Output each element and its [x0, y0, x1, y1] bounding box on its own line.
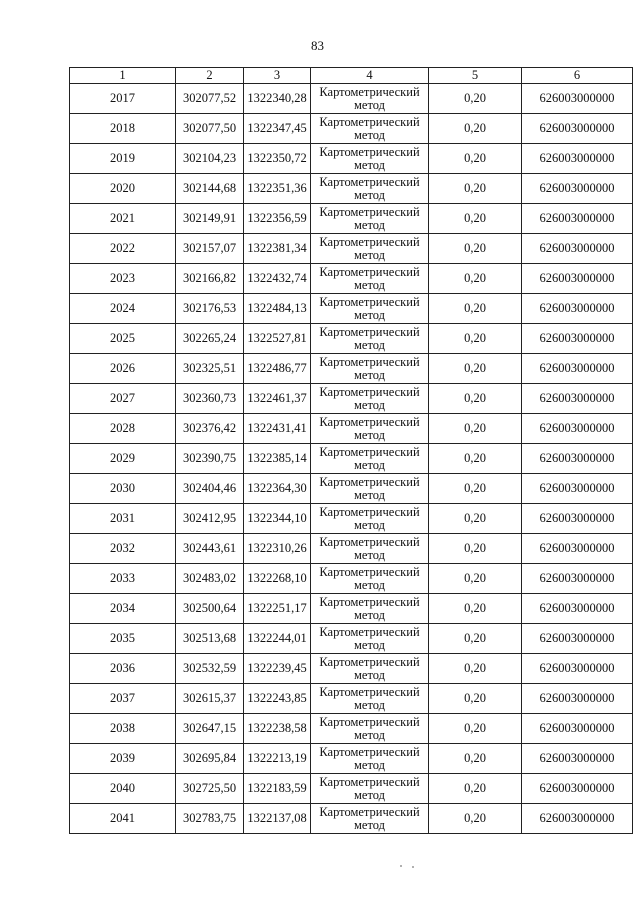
- method-line-1: Картометрический: [319, 684, 420, 699]
- method-line-1: Картометрический: [319, 84, 420, 99]
- method-line-2: метод: [353, 397, 385, 412]
- y-coordinate-cell: 1322364,30: [244, 474, 311, 504]
- x-coordinate-cell: 302149,91: [176, 204, 244, 234]
- method-cell: [311, 564, 429, 594]
- method-cell: [311, 774, 429, 804]
- method-line-2: метод: [353, 337, 385, 352]
- x-coordinate-cell: 302157,07: [176, 234, 244, 264]
- method-line-2: метод: [353, 727, 385, 742]
- x-coordinate-cell: 302412,95: [176, 504, 244, 534]
- method-line-2: метод: [353, 517, 385, 532]
- table-row: [70, 474, 633, 504]
- x-coordinate-cell: 302360,73: [176, 384, 244, 414]
- method-line-2: метод: [353, 217, 385, 232]
- method-line-2: метод: [353, 187, 385, 202]
- point-number-cell: 2020: [70, 174, 176, 204]
- x-coordinate-cell: 302647,15: [176, 714, 244, 744]
- table-row: [70, 534, 633, 564]
- table-row: [70, 204, 633, 234]
- point-number-cell: 2041: [70, 804, 176, 834]
- method-line-1: Картометрический: [319, 144, 420, 159]
- method-cell: [311, 264, 429, 294]
- table-row: [70, 114, 633, 144]
- method-cell: [311, 84, 429, 114]
- table-row: [70, 744, 633, 774]
- method-cell: [311, 354, 429, 384]
- method-line-2: метод: [353, 367, 385, 382]
- x-coordinate-cell: 302376,42: [176, 414, 244, 444]
- precision-cell: 0,20: [429, 174, 522, 204]
- y-coordinate-cell: 1322213,19: [244, 744, 311, 774]
- x-coordinate-cell: 302500,64: [176, 594, 244, 624]
- code-cell: 626003000000: [522, 264, 633, 294]
- y-coordinate-cell: 1322527,81: [244, 324, 311, 354]
- code-cell: 626003000000: [522, 294, 633, 324]
- y-coordinate-cell: 1322461,37: [244, 384, 311, 414]
- method-line-1: Картометрический: [319, 504, 420, 519]
- precision-cell: 0,20: [429, 384, 522, 414]
- precision-cell: 0,20: [429, 354, 522, 384]
- method-line-2: метод: [353, 427, 385, 442]
- y-coordinate-cell: 1322183,59: [244, 774, 311, 804]
- method-line-1: Картометрический: [319, 354, 420, 369]
- precision-cell: 0,20: [429, 144, 522, 174]
- code-cell: 626003000000: [522, 534, 633, 564]
- table-row: [70, 84, 633, 114]
- method-line-1: Картометрический: [319, 174, 420, 189]
- method-line-2: метод: [353, 757, 385, 772]
- point-number-cell: 2030: [70, 474, 176, 504]
- x-coordinate-cell: 302532,59: [176, 654, 244, 684]
- precision-cell: 0,20: [429, 534, 522, 564]
- precision-cell: 0,20: [429, 414, 522, 444]
- x-coordinate-cell: 302404,46: [176, 474, 244, 504]
- method-line-2: метод: [353, 667, 385, 682]
- method-cell: [311, 204, 429, 234]
- code-cell: 626003000000: [522, 234, 633, 264]
- method-line-1: Картометрический: [319, 804, 420, 819]
- x-coordinate-cell: 302176,53: [176, 294, 244, 324]
- x-coordinate-cell: 302390,75: [176, 444, 244, 474]
- y-coordinate-cell: 1322340,28: [244, 84, 311, 114]
- point-number-cell: 2036: [70, 654, 176, 684]
- method-line-1: Картометрический: [319, 654, 420, 669]
- y-coordinate-cell: 1322239,45: [244, 654, 311, 684]
- method-cell: [311, 234, 429, 264]
- x-coordinate-cell: 302725,50: [176, 774, 244, 804]
- scan-speck: [400, 865, 402, 867]
- method-line-2: метод: [353, 277, 385, 292]
- table-row: [70, 504, 633, 534]
- method-line-1: Картометрический: [319, 474, 420, 489]
- point-number-cell: 2033: [70, 564, 176, 594]
- method-line-1: Картометрический: [319, 624, 420, 639]
- y-coordinate-cell: 1322344,10: [244, 504, 311, 534]
- code-cell: 626003000000: [522, 354, 633, 384]
- method-line-1: Картометрический: [319, 594, 420, 609]
- method-line-2: метод: [353, 307, 385, 322]
- point-number-cell: 2018: [70, 114, 176, 144]
- table-row: [70, 384, 633, 414]
- method-line-2: метод: [353, 637, 385, 652]
- x-coordinate-cell: 302077,52: [176, 84, 244, 114]
- precision-cell: 0,20: [429, 84, 522, 114]
- precision-cell: 0,20: [429, 324, 522, 354]
- table-row: [70, 714, 633, 744]
- y-coordinate-cell: 1322385,14: [244, 444, 311, 474]
- x-coordinate-cell: 302166,82: [176, 264, 244, 294]
- x-coordinate-cell: 302513,68: [176, 624, 244, 654]
- code-cell: 626003000000: [522, 384, 633, 414]
- y-coordinate-cell: 1322381,34: [244, 234, 311, 264]
- method-line-1: Картометрический: [319, 414, 420, 429]
- code-cell: 626003000000: [522, 474, 633, 504]
- x-coordinate-cell: 302783,75: [176, 804, 244, 834]
- precision-cell: 0,20: [429, 774, 522, 804]
- point-number-cell: 2038: [70, 714, 176, 744]
- precision-cell: 0,20: [429, 114, 522, 144]
- method-line-1: Картометрический: [319, 384, 420, 399]
- method-cell: [311, 144, 429, 174]
- point-number-cell: 2032: [70, 534, 176, 564]
- y-coordinate-cell: 1322310,26: [244, 534, 311, 564]
- precision-cell: 0,20: [429, 744, 522, 774]
- method-line-2: метод: [353, 577, 385, 592]
- table-row: [70, 774, 633, 804]
- code-cell: 626003000000: [522, 324, 633, 354]
- point-number-cell: 2037: [70, 684, 176, 714]
- precision-cell: 0,20: [429, 444, 522, 474]
- method-cell: [311, 294, 429, 324]
- method-cell: [311, 324, 429, 354]
- table-row: [70, 594, 633, 624]
- method-line-1: Картометрический: [319, 714, 420, 729]
- table-row: [70, 174, 633, 204]
- y-coordinate-cell: 1322351,36: [244, 174, 311, 204]
- table-row: [70, 654, 633, 684]
- precision-cell: 0,20: [429, 204, 522, 234]
- code-cell: 626003000000: [522, 684, 633, 714]
- x-coordinate-cell: 302615,37: [176, 684, 244, 714]
- point-number-cell: 2040: [70, 774, 176, 804]
- y-coordinate-cell: 1322137,08: [244, 804, 311, 834]
- method-line-1: Картометрический: [319, 234, 420, 249]
- point-number-cell: 2024: [70, 294, 176, 324]
- precision-cell: 0,20: [429, 654, 522, 684]
- table-body: [70, 84, 633, 834]
- code-cell: 626003000000: [522, 624, 633, 654]
- point-number-cell: 2023: [70, 264, 176, 294]
- precision-cell: 0,20: [429, 714, 522, 744]
- method-line-1: Картометрический: [319, 534, 420, 549]
- column-header-3: 3: [244, 68, 311, 84]
- column-header-2: 2: [176, 68, 244, 84]
- x-coordinate-cell: 302077,50: [176, 114, 244, 144]
- precision-cell: 0,20: [429, 234, 522, 264]
- x-coordinate-cell: 302104,23: [176, 144, 244, 174]
- code-cell: 626003000000: [522, 744, 633, 774]
- code-cell: 626003000000: [522, 594, 633, 624]
- table-row: [70, 564, 633, 594]
- precision-cell: 0,20: [429, 294, 522, 324]
- x-coordinate-cell: 302144,68: [176, 174, 244, 204]
- code-cell: 626003000000: [522, 504, 633, 534]
- precision-cell: 0,20: [429, 684, 522, 714]
- code-cell: 626003000000: [522, 774, 633, 804]
- point-number-cell: 2034: [70, 594, 176, 624]
- point-number-cell: 2027: [70, 384, 176, 414]
- method-cell: [311, 804, 429, 834]
- code-cell: 626003000000: [522, 144, 633, 174]
- code-cell: 626003000000: [522, 714, 633, 744]
- y-coordinate-cell: 1322244,01: [244, 624, 311, 654]
- point-number-cell: 2028: [70, 414, 176, 444]
- point-number-cell: 2031: [70, 504, 176, 534]
- method-cell: [311, 624, 429, 654]
- method-cell: [311, 594, 429, 624]
- method-cell: [311, 744, 429, 774]
- table-row: [70, 684, 633, 714]
- method-line-1: Картометрический: [319, 744, 420, 759]
- method-line-1: Картометрический: [319, 114, 420, 129]
- y-coordinate-cell: 1322251,17: [244, 594, 311, 624]
- precision-cell: 0,20: [429, 504, 522, 534]
- y-coordinate-cell: 1322347,45: [244, 114, 311, 144]
- y-coordinate-cell: 1322238,58: [244, 714, 311, 744]
- y-coordinate-cell: 1322243,85: [244, 684, 311, 714]
- precision-cell: 0,20: [429, 474, 522, 504]
- code-cell: 626003000000: [522, 654, 633, 684]
- code-cell: 626003000000: [522, 84, 633, 114]
- scan-speck: [412, 866, 414, 868]
- y-coordinate-cell: 1322350,72: [244, 144, 311, 174]
- method-cell: [311, 534, 429, 564]
- method-cell: [311, 684, 429, 714]
- code-cell: 626003000000: [522, 114, 633, 144]
- method-cell: [311, 414, 429, 444]
- x-coordinate-cell: 302265,24: [176, 324, 244, 354]
- y-coordinate-cell: 1322486,77: [244, 354, 311, 384]
- coordinates-table: [69, 67, 633, 834]
- method-line-2: метод: [353, 247, 385, 262]
- code-cell: 626003000000: [522, 804, 633, 834]
- code-cell: 626003000000: [522, 564, 633, 594]
- point-number-cell: 2019: [70, 144, 176, 174]
- method-line-1: Картометрический: [319, 774, 420, 789]
- page-number: 83: [311, 38, 324, 53]
- point-number-cell: 2035: [70, 624, 176, 654]
- y-coordinate-cell: 1322431,41: [244, 414, 311, 444]
- table-row: [70, 414, 633, 444]
- column-header-1: 1: [70, 68, 176, 84]
- table-header-row: [70, 68, 633, 84]
- table-row: [70, 804, 633, 834]
- table-row: [70, 234, 633, 264]
- method-cell: [311, 654, 429, 684]
- method-line-2: метод: [353, 487, 385, 502]
- method-line-2: метод: [353, 457, 385, 472]
- precision-cell: 0,20: [429, 594, 522, 624]
- code-cell: 626003000000: [522, 204, 633, 234]
- table-row: [70, 324, 633, 354]
- precision-cell: 0,20: [429, 624, 522, 654]
- method-line-1: Картометрический: [319, 444, 420, 459]
- method-line-1: Картометрический: [319, 564, 420, 579]
- precision-cell: 0,20: [429, 804, 522, 834]
- method-cell: [311, 384, 429, 414]
- point-number-cell: 2026: [70, 354, 176, 384]
- point-number-cell: 2017: [70, 84, 176, 114]
- method-line-2: метод: [353, 127, 385, 142]
- point-number-cell: 2022: [70, 234, 176, 264]
- x-coordinate-cell: 302325,51: [176, 354, 244, 384]
- code-cell: 626003000000: [522, 444, 633, 474]
- method-cell: [311, 444, 429, 474]
- code-cell: 626003000000: [522, 414, 633, 444]
- column-header-5: 5: [429, 68, 522, 84]
- method-cell: [311, 174, 429, 204]
- x-coordinate-cell: 302483,02: [176, 564, 244, 594]
- table-row: [70, 294, 633, 324]
- method-line-1: Картометрический: [319, 294, 420, 309]
- method-line-1: Картометрический: [319, 324, 420, 339]
- method-line-2: метод: [353, 697, 385, 712]
- x-coordinate-cell: 302443,61: [176, 534, 244, 564]
- method-cell: [311, 714, 429, 744]
- y-coordinate-cell: 1322356,59: [244, 204, 311, 234]
- point-number-cell: 2021: [70, 204, 176, 234]
- column-header-6: 6: [522, 68, 633, 84]
- precision-cell: 0,20: [429, 264, 522, 294]
- method-cell: [311, 114, 429, 144]
- code-cell: 626003000000: [522, 174, 633, 204]
- y-coordinate-cell: 1322268,10: [244, 564, 311, 594]
- x-coordinate-cell: 302695,84: [176, 744, 244, 774]
- point-number-cell: 2029: [70, 444, 176, 474]
- method-line-2: метод: [353, 607, 385, 622]
- y-coordinate-cell: 1322484,13: [244, 294, 311, 324]
- table-row: [70, 624, 633, 654]
- method-line-2: метод: [353, 157, 385, 172]
- method-line-1: Картометрический: [319, 204, 420, 219]
- method-line-2: метод: [353, 787, 385, 802]
- table-row: [70, 144, 633, 174]
- method-line-2: метод: [353, 817, 385, 832]
- table-row: [70, 354, 633, 384]
- method-line-2: метод: [353, 547, 385, 562]
- y-coordinate-cell: 1322432,74: [244, 264, 311, 294]
- point-number-cell: 2039: [70, 744, 176, 774]
- method-cell: [311, 504, 429, 534]
- table-row: [70, 264, 633, 294]
- method-cell: [311, 474, 429, 504]
- precision-cell: 0,20: [429, 564, 522, 594]
- column-header-4: 4: [311, 68, 429, 84]
- method-line-1: Картометрический: [319, 264, 420, 279]
- method-line-2: метод: [353, 97, 385, 112]
- table-row: [70, 444, 633, 474]
- point-number-cell: 2025: [70, 324, 176, 354]
